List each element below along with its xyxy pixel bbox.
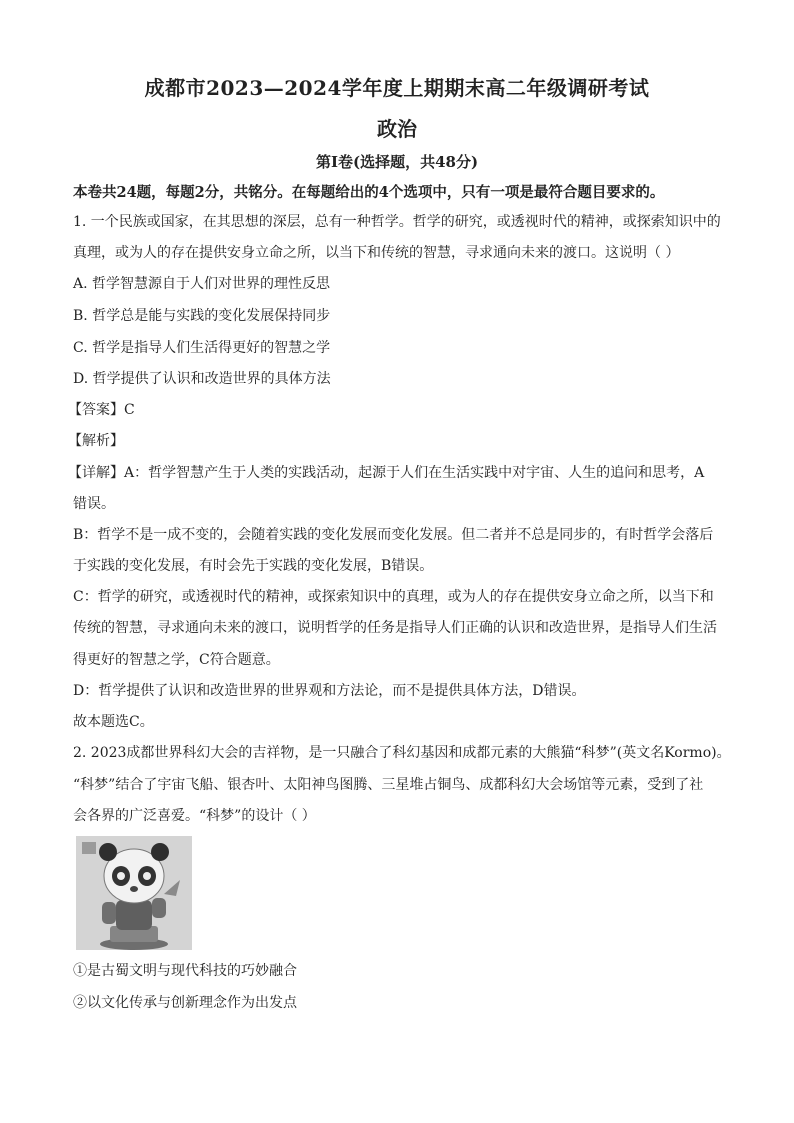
q1-stem-line: 真理，或为人的存在提供安身立命之所，以当下和传统的智慧，寻求通向未来的渡口。这说明（ ） xyxy=(73,245,680,261)
q1-detail-line: 错误。 xyxy=(73,496,115,512)
q1-detail-line: B：哲学不是一成不变的，会随着实践的变化发展而变化发展。但二者并不总是同步的，有时哲学会落后 xyxy=(73,527,714,543)
q1-detail-line: 于实践的变化发展，有时会先于实践的变化发展，B错误。 xyxy=(73,558,434,574)
exam-subject: 政治 xyxy=(377,117,417,141)
q1-answer: 【答案】C xyxy=(68,402,135,418)
q1-option-a: A. 哲学智慧源自于人们对世界的理性反思 xyxy=(73,276,331,292)
q2-item: ②以文化传承与创新理念作为出发点 xyxy=(73,995,297,1011)
q2-stem-line: “科梦”结合了宇宙飞船、银杏叶、太阳神鸟图腾、三星堆占铜鸟、成都科幻大会场馆等元素，受到了社 xyxy=(73,777,704,793)
q1-detail-line: C：哲学的研究，或透视时代的精神，或探索知识中的真理，或为人的存在提供安身立命之所，以当下和 xyxy=(73,589,714,605)
q1-analysis-label: 【解析】 xyxy=(68,433,124,449)
q1-detail-line: D：哲学提供了认识和改造世界的世界观和方法论，而不是提供具体方法，D错误。 xyxy=(73,683,586,699)
q2-item: ①是古蜀文明与现代科技的巧妙融合 xyxy=(73,963,297,979)
q1-option-d: D. 哲学提供了认识和改造世界的具体方法 xyxy=(73,371,331,387)
q1-option-c: C. 哲学是指导人们生活得更好的智慧之学 xyxy=(73,340,331,356)
q1-option-b: B. 哲学总是能与实践的变化发展保持同步 xyxy=(73,308,331,324)
q2-stem-line: 2. 2023成都世界科幻大会的吉祥物，是一只融合了科幻基因和成都元素的大熊猫“科梦”(英文名Kormo)。 xyxy=(73,745,731,761)
q1-detail-line: 传统的智慧，寻求通向未来的渡口，说明哲学的任务是指导人们正确的认识和改造世界，是指导人们生活 xyxy=(73,620,717,636)
instructions: 本卷共24题，每题2分，共铭分。在每题给出的4个选项中，只有一项是最符合题目要求的。 xyxy=(73,184,665,201)
q1-stem-line: 1. 一个民族或国家，在其思想的深层，总有一种哲学。哲学的研究，或透视时代的精神，或探索知识中的 xyxy=(73,214,721,230)
mascot-photo xyxy=(76,836,192,950)
exam-title: 成都市2023—2024学年度上期期末高二年级调研考试 xyxy=(144,76,650,100)
q2-stem-line: 会各界的广泛喜爱。“科梦”的设计（ ） xyxy=(73,808,316,824)
q1-detail-line: 故本题选C。 xyxy=(73,714,154,730)
q1-detail-line: 【详解】A：哲学智慧产生于人类的实践活动，起源于人们在生活实践中对宇宙、人生的追问和思考，A xyxy=(68,465,705,481)
section-heading: 第Ⅰ卷(选择题，共48分) xyxy=(315,153,479,171)
q1-detail-line: 得更好的智慧之学，C符合题意。 xyxy=(73,652,280,668)
